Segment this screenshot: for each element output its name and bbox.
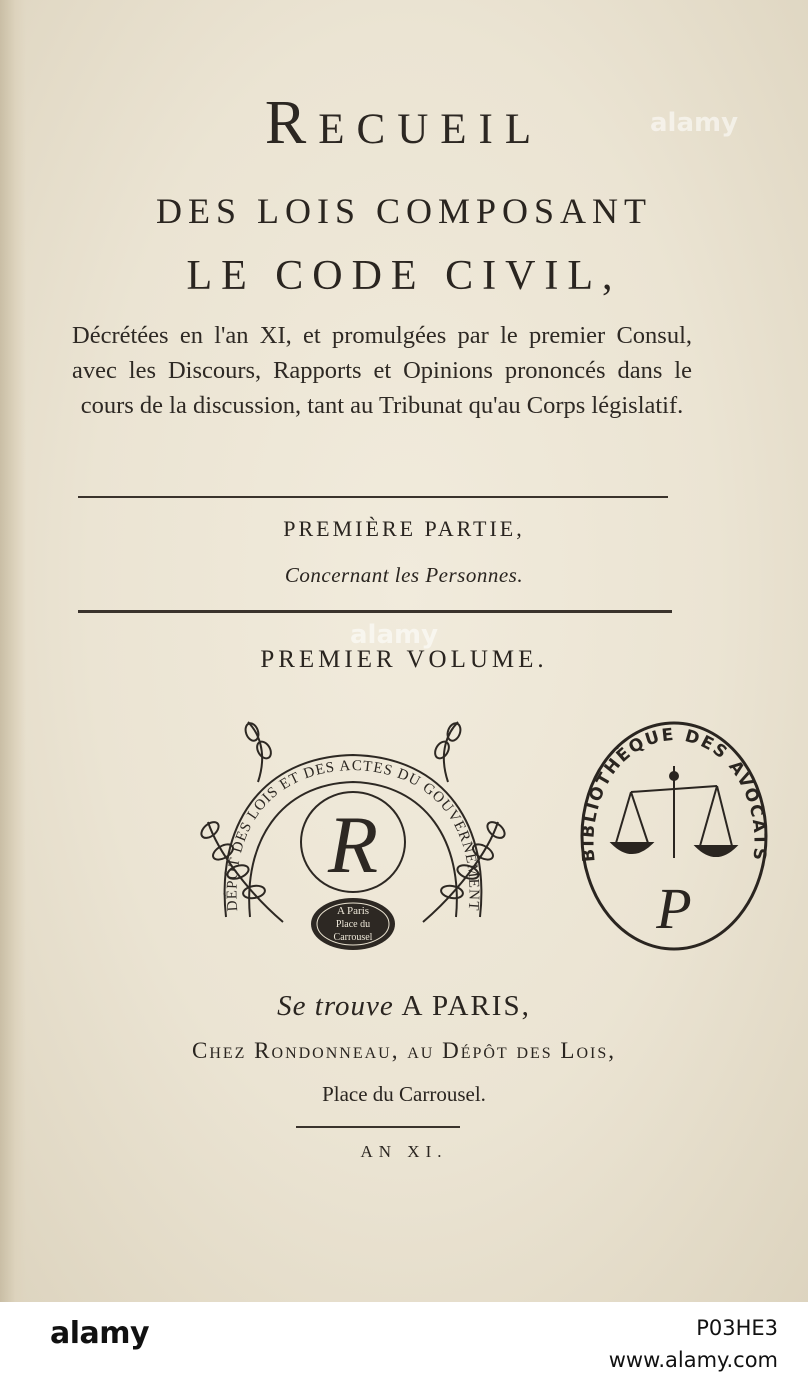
cartouche-line-1: A Paris [336,905,370,917]
volume-heading: PREMIER VOLUME. [260,646,548,673]
stamp-letter: P [656,876,692,941]
imprint-place: Place du Carrousel. [322,1082,486,1106]
stamp-text: BIBLIOTHÈQUE DES AVOCATS [578,724,770,863]
library-stamp [576,718,772,954]
divider-rule [296,1126,460,1128]
vignette-monogram: R [327,799,379,890]
part-heading: PREMIÈRE PARTIE, [283,516,525,541]
watermark: alamy [350,620,439,650]
part-subject: Concernant les Personnes. [284,563,524,587]
alamy-logo[interactable]: alamy [50,1316,150,1351]
page-title: Recueil [264,89,544,157]
title-line-2: DES LOIS COMPOSANT [155,191,653,231]
imprint-city [0,990,808,1023]
printer-vignette [188,712,518,962]
footer-url[interactable]: www.alamy.com [608,1348,778,1372]
title-line-3: LE CODE CIVIL, [186,253,622,299]
vignette-banner-text: DÉPÔT DES LOIS ET DES ACTES DU GOUVERNEMENT [224,757,482,912]
cartouche-line-3: Carrousel [333,932,373,943]
imprint-a-paris: A PARIS, [401,990,531,1022]
subtitle: Décrétées en l'an XI, et promulgées par le premier Consul, avec les Discours, Rapports et Opinions prononcés dans le cours de la discussion, tant au Tribunat qu'au Corps législatif. [72,322,692,419]
divider-rule [78,610,672,613]
imprint-year: AN XI. [360,1142,448,1161]
cartouche-line-2: Place du [335,919,371,930]
watermark: alamy [650,108,739,138]
imprint-publisher: Chez Rondonneau, au Dépôt des Lois, [191,1038,617,1063]
imprint-se-trouve: Se trouve [277,990,394,1022]
divider-rule [78,496,668,498]
image-id: P03HE3 [696,1316,778,1340]
